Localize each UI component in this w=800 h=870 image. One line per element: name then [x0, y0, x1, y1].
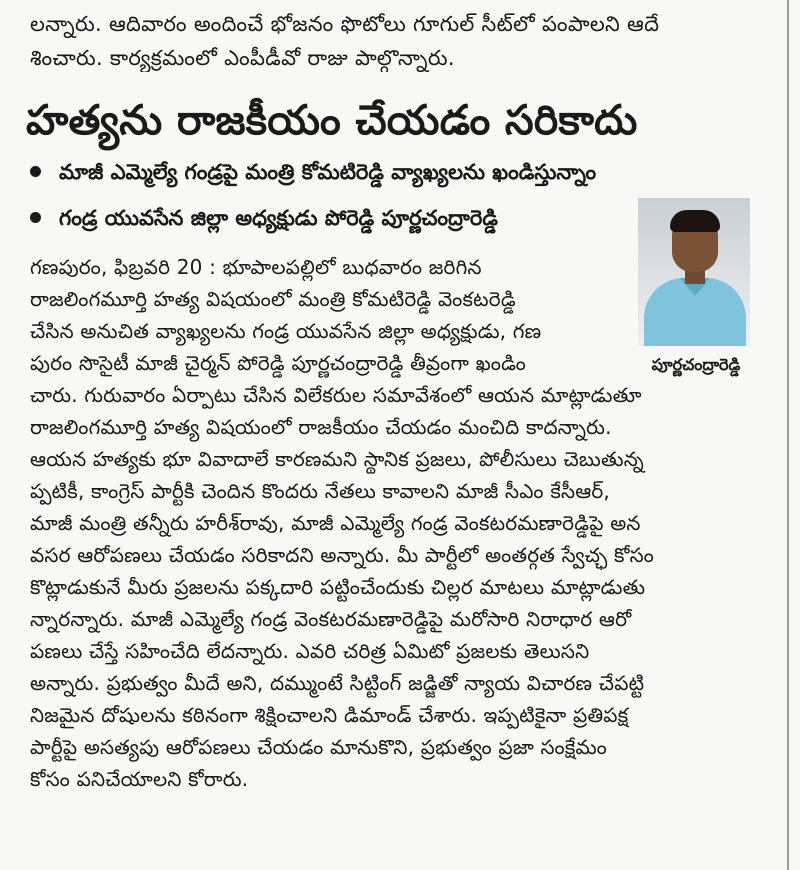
body-text-line: పురం సొసైటీ మాజీ చైర్మన్ పోరెడ్డి పూర్ణచంద్రారెడ్డి తీవ్రంగా ఖండిం: [30, 351, 526, 375]
body-text-line: చేసిన అనుచిత వ్యాఖ్యలను గండ్ర యువసేన జిల్లా అధ్యక్షుడు, గణ: [30, 319, 542, 343]
bullet-dot-icon: [30, 212, 41, 223]
body-text-line: రాజలింగమూర్తి హత్య విషయంలో రాజకీయం చేయడం మంచిది కాదన్నారు.: [30, 415, 612, 439]
body-text-line: పణలు చేస్తే సహించేది లేదన్నారు. ఎవరి చరిత్ర ఏమిటో ప్రజలకు తెలుసని: [30, 639, 590, 663]
subheading-text: మాజీ ఎమ్మెల్యే గండ్రపై మంత్రి కోమటిరెడ్డి వ్యాఖ్యలను ఖండిస్తున్నాం: [59, 160, 597, 184]
body-text-line: న్నారన్నారు. మాజీ ఎమ్మెల్యే గండ్ర వెంకటరమణారెడ్డిపై మరోసారి నిరాధార ఆరో: [30, 607, 632, 631]
body-text-line: కోసం పనిచేయాలని కోరారు.: [30, 767, 249, 791]
body-text-line: ప్పటికీ, కాంగ్రెస్ పార్టీకి చెందిన కొందరు నేతలు కావాలని మాజీ సీఎం కేసీఆర్,: [30, 479, 610, 503]
column-divider: [787, 0, 789, 870]
subheading-bullet: [30, 152, 770, 192]
person-photo: [638, 198, 750, 346]
body-text-line: రాజలింగమూర్తి హత్య విషయంలో మంత్రి కోమటిరెడ్డి వెంకటరెడ్డి: [30, 287, 516, 311]
body-text-line: నిజమైన దోషులను కఠినంగా శిక్షించాలని డిమాండ్ చేశారు. ఇప్పటికైనా ప్రతిపక్ష: [30, 703, 629, 727]
body-text-line: పార్టీపై అసత్యపు ఆరోపణలు చేయడం మానుకొని, ప్రభుత్వం ప్రజా సంక్షేమం: [30, 735, 608, 759]
article-headline: హత్యను రాజకీయం చేయడం సరికాదు: [26, 96, 638, 144]
body-text-line: అన్నారు. ప్రభుత్వం మీదే అని, దమ్ముంటే సిట్టింగ్ జడ్జితో న్యాయ విచారణ చేపట్టి: [30, 671, 645, 695]
photo-caption: పూర్ణచంద్రారెడ్డి: [651, 355, 741, 374]
subheading-text: గండ్ర యువసేన జిల్లా అధ్యక్షుడు పోరెడ్డి పూర్ణచంద్రారెడ్డి: [59, 206, 498, 230]
body-text-line: చారు. గురువారం ఏర్పాటు చేసిన విలేకరుల సమావేశంలో ఆయన మాట్లాడుతూ: [30, 383, 642, 407]
cut-off-text-line: [0, 0, 790, 8]
body-text-line: మాజీ మంత్రి తన్నీరు హరీశ్‌రావు, మాజీ ఎమ్మెల్యే గండ్ర వెంకటరమణారెడ్డిపై అన: [30, 511, 641, 535]
body-text-line: కొట్లాడుకునే మీరు ప్రజలను పక్కదారి పట్టించేందుకు చిల్లర మాటలు మాట్లాడుతు: [30, 575, 646, 599]
previous-article-line: లన్నారు. ఆదివారం అందించే భోజనం ఫొటోలు గూగుల్ సీట్‌లో పంపాలని ఆదే: [30, 12, 660, 36]
bullet-dot-icon: [30, 166, 41, 177]
body-text-line: వసర ఆరోపణలు చేయడం సరికాదని అన్నారు. మీ పార్టీలో అంతర్గత స్వేచ్ఛ కోసం: [30, 543, 654, 567]
body-text-line: ఆయన హత్యకు భూ వివాదాలే కారణమని స్థానిక ప్రజలు, పోలీసులు చెబుతున్న: [30, 447, 644, 471]
previous-article-line: శించారు. కార్యక్రమంలో ఎంపీడీవో రాజు పాల్గొన్నారు.: [30, 46, 455, 70]
body-text-line: గణపురం, ఫిబ్రవరి 20 : భూపాలపల్లిలో బుధవారం జరిగిన: [30, 255, 482, 279]
